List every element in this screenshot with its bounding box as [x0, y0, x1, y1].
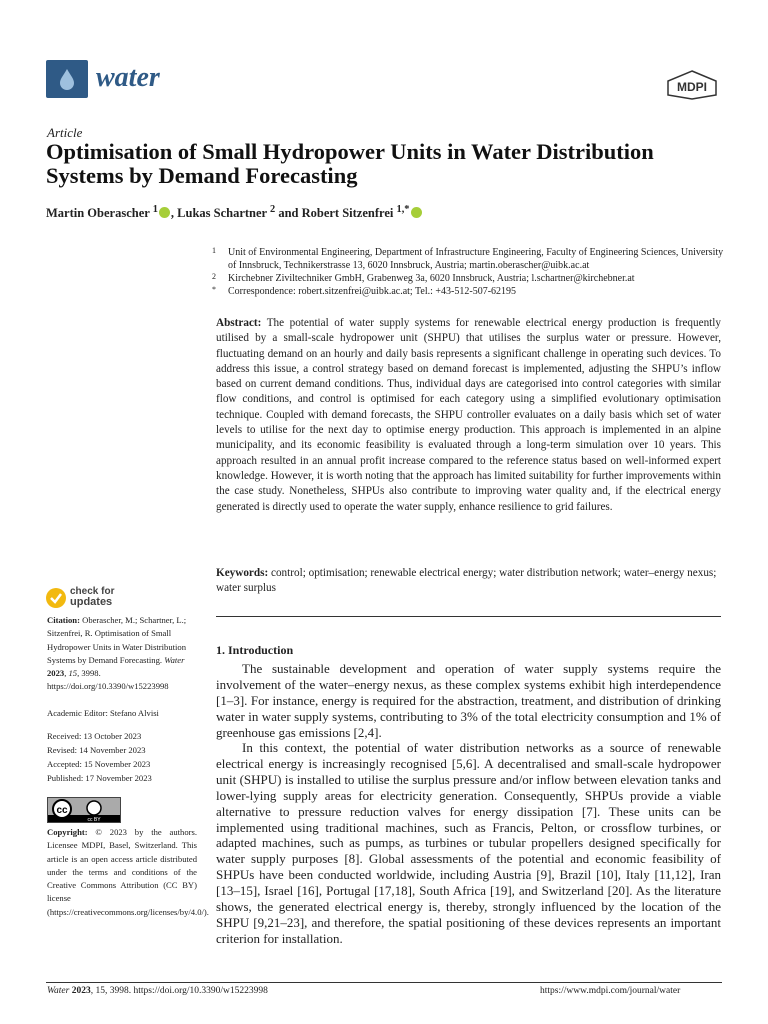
copyright-label: Copyright:	[47, 827, 88, 837]
affiliation-mark: 1	[212, 246, 216, 255]
citation-label: Citation:	[47, 615, 80, 625]
section-heading: 1. Introduction	[216, 643, 294, 657]
footer-journal-url[interactable]: https://www.mdpi.com/journal/water	[540, 986, 681, 996]
affiliation-2	[212, 272, 726, 286]
citation-year: 2023	[47, 668, 65, 679]
svg-text:cc: cc	[56, 805, 68, 816]
author-name[interactable]: Martin Oberascher	[46, 206, 150, 221]
affiliation-text: Unit of Environmental Engineering, Department of Infrastructure Engineering, Faculty of Engineering Sciences, University of Innsbruck, Technikerstrasse 13, 6020 Innsbruck, Austria; martin.oberascher@uibk.ac.at	[228, 247, 724, 271]
check-for-updates-icon[interactable]	[46, 588, 66, 608]
abstract-text: The potential of water supply systems for renewable electrical energy production is frequently utilised by a small-scale hydropower unit (SHPU) that utilises the surplus water or pressure. However, fluctuating demand on an hourly and daily basis represents a significant challenge in operating such devices. To address this issue, a control strategy based on demand forecast is implemented, adjusting the SHPU’s inflow based on current demand conditions. Thus, individual days are categorised into control categories with similar flow conditions, and control is optimised for each category using a simplified evolutionary optimisation technique. Coupled with demand forecasts, the SHPU controller evaluates on a daily basis which set of water levels to utilise for the next day to optimise energy production. This approach is implemented in an alpine municipality, and its economic feasibility is evaluated through a long-term simulation over 10 years. This approach resulted in an annual profit increase compared to the reference status based on well-informed expert knowledge. However, it is worth noting that the approach has limited suitability for further improvements within the case study. Nonetheless, SHPUs also contribute to improving water quality and, if the electrical energy generated is directly used to operate the water supply, enhance resilience to grid failures.	[216, 317, 721, 513]
divider	[216, 616, 721, 617]
affiliation-mark: *	[212, 285, 216, 294]
affiliation-text: Kirchebner Ziviltechniker GmbH, Grabenweg 3a, 6020 Innsbruck, Austria; l.schartner@kirchebner.at	[228, 273, 635, 284]
cc-by-license-icon[interactable]	[47, 797, 121, 823]
copyright-block	[47, 826, 209, 919]
citation-volume: 15	[68, 668, 78, 679]
svg-text:MDPI: MDPI	[677, 80, 707, 94]
footer-citation	[47, 986, 268, 996]
correspondence	[212, 285, 726, 299]
author-list: Martin Oberascher $^1$ , Lukas Schartner $^2$ and Robert Sitzenfrei $^{1,*}$	[46, 204, 423, 221]
footer-year: 2023	[71, 986, 91, 996]
cc-badge-text: cc BY	[87, 817, 101, 822]
affiliation-1	[212, 246, 726, 272]
citation-text: Oberascher, M.; Schartner, L.; Sitzenfrei, R. Optimisation of Small Hydropower Units in Water Distribution Systems by Demand Forecasting.	[47, 615, 187, 665]
copyright-text: © 2023 by the authors. Licensee MDPI, Basel, Switzerland. This article is an open access article distributed under the terms and conditions of the Creative Commons Attribution (CC BY) license (https://creativecommons.org/licenses/by/4.0/).	[47, 827, 209, 917]
date-published: Published: 17 November 2023	[47, 773, 152, 783]
paragraph: The sustainable development and operation of water supply systems require the involvement of the water–energy nexus, as these complex systems exhibit high interdependence [1–3]. For instance, energy is required for the abstraction, treatment, and distribution of drinking water in water supply systems, contributing to 3% of the total electricity consumption and 1% of greenhouse gas emissions [2,4].	[216, 661, 721, 740]
academic-editor: Academic Editor: Stefano Alvisi	[47, 708, 159, 718]
author-name[interactable]: Lukas Schartner	[177, 206, 267, 221]
footer-doi[interactable]: , 15, 3998. https://doi.org/10.3390/w15223998	[90, 986, 268, 996]
author-affiliation-mark: 2	[270, 204, 276, 215]
check-for-updates-link[interactable]	[70, 587, 114, 607]
footer-journal: Water	[47, 986, 70, 996]
journal-name: water	[96, 62, 160, 93]
correspondence-text: Correspondence: robert.sitzenfrei@uibk.ac.at; Tel.: +43-512-507-62195	[228, 286, 517, 297]
citation-journal: Water	[164, 654, 185, 665]
keywords-label: Keywords:	[216, 567, 269, 579]
keywords	[216, 566, 721, 597]
citation-block: Citation: Oberascher, M.; Schartner, L.; Sitzenfrei, R. Optimisation of Small Hydropower Units in Water Distribution Systems by Demand Forecasting. Water 2023, 15, 3998. https://doi.org/10.3390/w15223998	[47, 615, 187, 692]
orcid-icon[interactable]	[159, 207, 170, 218]
date-revised: Revised: 14 November 2023	[47, 745, 146, 755]
check-line: updates	[70, 596, 113, 608]
orcid-icon[interactable]	[411, 207, 422, 218]
date-accepted: Accepted: 15 November 2023	[47, 759, 151, 769]
date-received: Received: 13 October 2023	[47, 731, 142, 741]
publisher-logo	[666, 70, 718, 100]
affiliation-mark: 2	[212, 272, 216, 281]
journal-logo-icon	[46, 60, 88, 98]
footer-divider	[46, 982, 722, 983]
abstract-label: Abstract:	[216, 317, 262, 329]
keywords-text: control; optimisation; renewable electrical energy; water distribution network; water–energy nexus; water surplus	[216, 567, 717, 595]
author-name[interactable]: Robert Sitzenfrei	[301, 206, 394, 221]
article-type: Article	[47, 125, 83, 140]
article-title: Optimisation of Small Hydropower Units in Water Distribution Systems by Demand Forecasting	[46, 139, 654, 188]
citation-doi[interactable]: , 3998. https://doi.org/10.3390/w15223998	[47, 668, 169, 692]
abstract	[216, 316, 721, 515]
conjunction: and	[278, 206, 299, 221]
paragraph: In this context, the potential of water distribution networks as a source of renewable electrical energy is increasingly recognised [5,6]. A decentralised and small-scale hydropower unit (SHPU) is installed to utilise the surplus pressure and/or inflow between elevation tanks and lower-lying supply areas for electricity generation. Consequently, SHPUs provide a viable alternative to pressure reduction valves for energy dissipation [7]. These units can be implemented using traditional machines, such as Francis, Pelton, or crossflow turbines, or adapted machines, such as pumps, as turbines or tubular propellers designed specifically for water supply purposes [8]. Global assessments of the potential and economic feasibility of SHPUs have been conducted worldwide, including Austria [9], Brazil [10], Italy [11,12], Iran [13–15], Israel [16], Portugal [17,18], South Africa [19], and Switzerland [20]. As the literature shows, the generated electrical energy is, thereby, strongly influenced by the location of the SHPU [9,21–23], and therefore, the spatial positioning of these devices represents an important criterion for installation.	[216, 740, 721, 946]
author-affiliation-mark: 1,*	[396, 204, 410, 215]
author-affiliation-mark: 1	[152, 204, 158, 215]
check-line: check for	[70, 586, 115, 597]
